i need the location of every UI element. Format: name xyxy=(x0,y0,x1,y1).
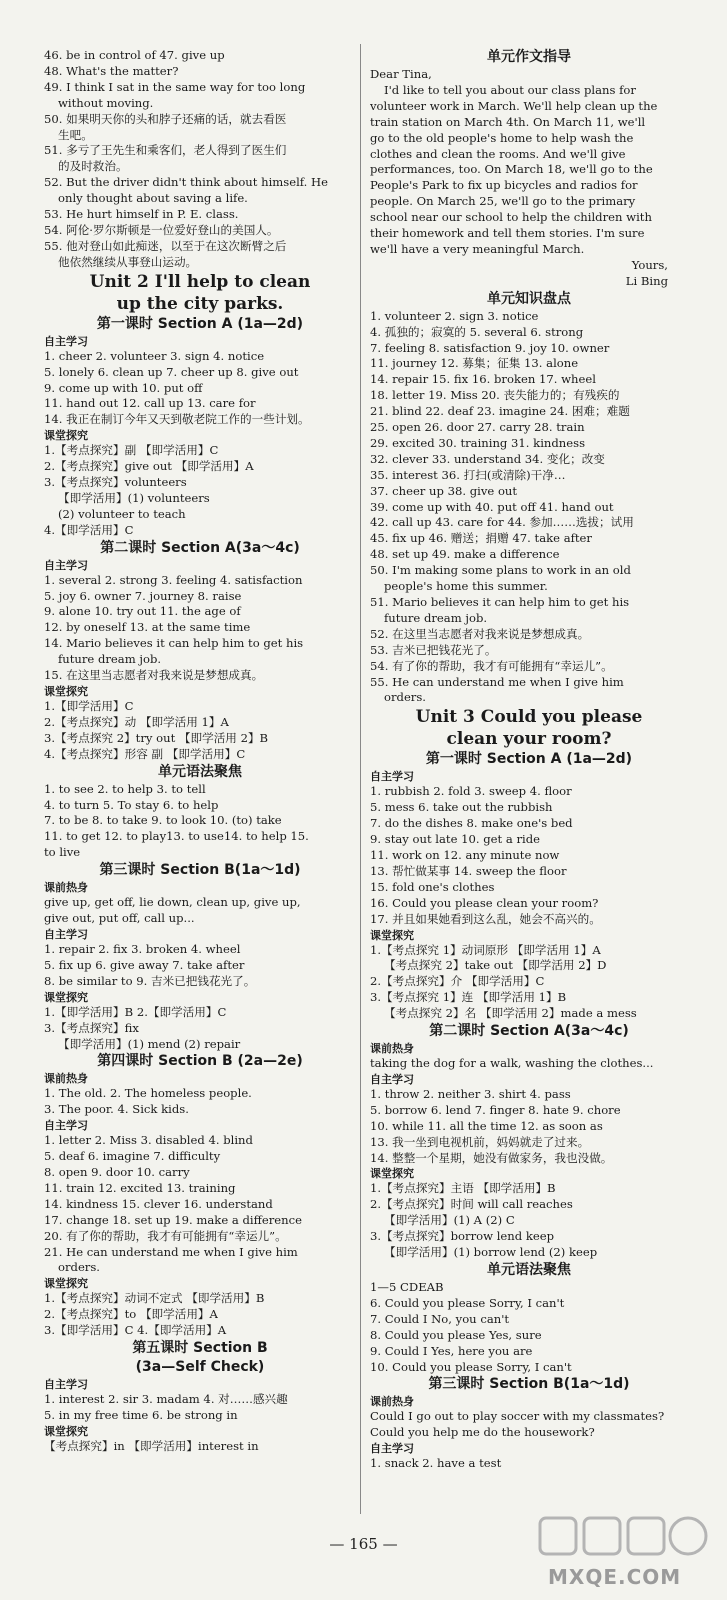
answer-line: without moving. xyxy=(58,95,154,110)
unit-title: Unit 3 Could you please xyxy=(415,707,643,728)
answer-line: 21. blind 22. deaf 23. imagine 24. 困难；难题 xyxy=(370,404,630,419)
lesson-heading: 第三课时 Section B(1a～1d) xyxy=(428,1376,630,1393)
answer-line: 3.【考点探究】fix xyxy=(44,1020,139,1035)
answer-line: 4.【即学活用】C xyxy=(44,522,134,537)
answer-line: 1. throw 2. neither 3. shirt 4. pass xyxy=(370,1086,571,1101)
subsection-label: 课堂探究 xyxy=(44,1424,88,1438)
answer-line: 54. 阿伦·罗尔斯顿是一位爱好登山的美国人。 xyxy=(44,222,279,237)
answer-line: 【即学活用】(1) borrow lend (2) keep xyxy=(384,1245,598,1260)
section-heading: 单元语法聚焦 xyxy=(158,763,242,780)
answer-line: 8. open 9. door 10. carry xyxy=(44,1165,190,1180)
subsection-label: 课堂探究 xyxy=(44,990,88,1004)
answer-line: 1. interest 2. sir 3. madam 4. 对……感兴趣 xyxy=(44,1392,288,1407)
answer-line: 25. open 26. door 27. carry 28. train xyxy=(370,420,585,435)
answer-line: 1. The old. 2. The homeless people. xyxy=(44,1086,252,1101)
answer-line: 5. fix up 6. give away 7. take after xyxy=(44,957,245,972)
subsection-label: 课前热身 xyxy=(44,881,88,895)
answer-line: 5. lonely 6. clean up 7. cheer up 8. give out xyxy=(44,364,299,379)
answer-line: volunteer work in March. We'll help clean up the xyxy=(370,98,658,113)
answer-line: 16. Could you please clean your room? xyxy=(370,895,599,910)
answer-line: 9. Could I Yes, here you are xyxy=(370,1343,533,1358)
answer-line: 14. 我正在制订今年又天到敬老院工作的一些计划。 xyxy=(44,412,310,427)
answer-line: 7. Could I No, you can't xyxy=(370,1311,510,1326)
lesson-heading: 第二课时 Section A(3a～4c) xyxy=(429,1023,629,1040)
lesson-heading: 第二课时 Section A(3a～4c) xyxy=(100,539,300,556)
answer-line: Could you help me do the housework? xyxy=(370,1425,595,1440)
answer-line: 55. He can understand me when I give him xyxy=(370,674,624,689)
subsection-label: 自主学习 xyxy=(370,1442,414,1456)
answer-line: 14. Mario believes it can help him to get his xyxy=(44,636,304,651)
answer-line: go to the old people's home to help wash the xyxy=(370,130,634,145)
section-heading: 单元作文指导 xyxy=(487,49,571,65)
answer-line: 10. Could you please Sorry, I can't xyxy=(370,1359,572,1374)
answer-line: 2.【考点探究】give out 【即学活用】A xyxy=(44,459,254,474)
lesson-heading: 第四课时 Section B (2a—2e) xyxy=(97,1053,303,1070)
answer-line: Could I go out to play soccer with my classmates? xyxy=(370,1409,665,1424)
answer-line: 8. be similar to 9. 吉米已把钱花光了。 xyxy=(44,973,256,988)
answer-line: 37. cheer up 38. give out xyxy=(370,483,518,498)
answer-line: orders. xyxy=(384,690,426,705)
answer-line: 【即学活用】(1) A (2) C xyxy=(384,1213,515,1228)
answer-line: 15. fold one's clothes xyxy=(370,879,495,894)
answer-line: 11. to get 12. to play13. to use14. to help 15. xyxy=(44,829,309,844)
answer-line: 21. He can understand me when I give him xyxy=(44,1244,298,1259)
answer-line: (2) volunteer to teach xyxy=(58,506,186,521)
subsection-label: 自主学习 xyxy=(44,558,88,572)
answer-line: 6. Could you please Sorry, I can't xyxy=(370,1295,565,1310)
answer-line: 10. while 11. all the time 12. as soon as xyxy=(370,1118,603,1133)
answer-line: 11. journey 12. 募集；征集 13. alone xyxy=(370,356,579,371)
answer-line: 50. 如果明天你的头和脖子还痛的话，就去看医 xyxy=(44,111,287,126)
answer-line: 20. 有了你的帮助，我才有可能拥有“幸运儿”。 xyxy=(44,1228,287,1243)
subsection-label: 课前热身 xyxy=(370,1042,414,1056)
answer-line: 他依然继续从事登山运动。 xyxy=(58,254,198,269)
left-column xyxy=(44,48,356,1455)
answer-line: give out, put off, call up... xyxy=(44,911,195,926)
answer-line: train station on March 4th. On March 11, we'll xyxy=(370,114,646,129)
answer-line: 42. call up 43. care for 44. 参加……选拔；试用 xyxy=(370,515,634,530)
answer-line: people. On March 25, we'll go to the primary xyxy=(370,194,636,209)
answer-line: 50. I'm making some plans to work in an old xyxy=(370,563,631,578)
answer-line: People's Park to fix up bicycles and radios for xyxy=(370,178,638,193)
answer-line: 1.【即学活用】B 2.【即学活用】C xyxy=(44,1004,227,1019)
lesson-heading: 第一课时 Section A (1a—2d) xyxy=(96,315,304,332)
answer-line: 2.【考点探究】介 【即学活用】C xyxy=(370,974,545,989)
answer-line: 2.【考点探究】to 【即学活用】A xyxy=(44,1307,218,1322)
page-number: — 165 — xyxy=(329,1535,398,1553)
subsection-label: 自主学习 xyxy=(370,1072,414,1086)
answer-line: 2.【考点探究】动 【即学活用 1】A xyxy=(44,714,229,729)
answer-line: 5. in my free time 6. be strong in xyxy=(44,1408,238,1422)
watermark-text: MXQE.COM xyxy=(548,1565,682,1589)
answer-line: 1. letter 2. Miss 3. disabled 4. blind xyxy=(44,1133,253,1148)
answer-line: 14. kindness 15. clever 16. understand xyxy=(44,1196,273,1211)
answer-line: 55. 他对登山如此痴迷，以至于在这次断臂之后 xyxy=(44,238,287,253)
answer-line: 1.【考点探究】主语 【即学活用】B xyxy=(370,1181,556,1196)
lesson-heading: 第五课时 Section B xyxy=(132,1340,268,1357)
answer-line: 4. 孤独的；寂寞的 5. several 6. strong xyxy=(370,324,584,339)
answer-line: 9. come up with 10. put off xyxy=(44,380,203,395)
answer-line: 1.【考点探究 1】动词原形 【即学活用 1】A xyxy=(370,942,601,957)
answer-line: 5. mess 6. take out the rubbish xyxy=(370,800,553,815)
right-column xyxy=(370,48,688,1472)
answer-line: 4. to turn 5. To stay 6. to help xyxy=(44,797,219,812)
answer-line: future dream job. xyxy=(384,610,488,625)
answer-line: 18. letter 19. Miss 20. 丧失能力的；有残疾的 xyxy=(370,388,620,403)
answer-line: 【即学活用】(1) mend (2) repair xyxy=(58,1036,241,1051)
answer-line: Dear Tina, xyxy=(370,67,432,81)
unit-title: Unit 2 I'll help to clean xyxy=(89,271,311,292)
answer-line: clothes and clean the rooms. And we'll give xyxy=(370,146,626,161)
answer-line: 48. What's the matter? xyxy=(44,63,179,78)
column-divider xyxy=(360,44,361,1514)
answer-line: 2.【考点探究】时间 will call reaches xyxy=(370,1197,573,1212)
answer-line: 1. cheer 2. volunteer 3. sign 4. notice xyxy=(44,348,265,363)
subsection-label: 课堂探究 xyxy=(44,1277,88,1291)
answer-line: 【即学活用】(1) volunteers xyxy=(58,490,210,505)
lesson-heading: 第一课时 Section A (1a—2d) xyxy=(425,751,633,768)
answer-line: only thought about saving a life. xyxy=(58,191,248,206)
answer-line: 46. be in control of 47. give up xyxy=(44,48,225,62)
answer-line: 49. I think I sat in the same way for too long xyxy=(44,79,306,94)
section-heading: 单元语法聚焦 xyxy=(487,1262,571,1278)
answer-line: I'd like to tell you about our class plans for xyxy=(384,82,636,97)
answer-line: 15. 在这里当志愿者对我来说是梦想成真。 xyxy=(44,668,264,683)
answer-line: orders. xyxy=(58,1260,100,1275)
answer-line: 生吧。 xyxy=(58,127,93,142)
answer-line: 52. 在这里当志愿者对我来说是梦想成真。 xyxy=(370,626,590,641)
answer-line: 48. set up 49. make a difference xyxy=(370,547,560,562)
answer-line: 1. several 2. strong 3. feeling 4. satisfaction xyxy=(44,572,303,587)
answer-line: 7. do the dishes 8. make one's bed xyxy=(370,816,573,831)
answer-line: their homework and tell them stories. I'm sure xyxy=(370,226,645,241)
answer-line: 8. Could you please Yes, sure xyxy=(370,1327,542,1342)
answer-line: 11. hand out 12. call up 13. care for xyxy=(44,396,256,411)
answer-line: 11. train 12. excited 13. training xyxy=(44,1180,236,1195)
unit-title: up the city parks. xyxy=(116,293,284,314)
answer-line: 5. joy 6. owner 7. journey 8. raise xyxy=(44,588,242,603)
answer-line: 3. The poor. 4. Sick kids. xyxy=(44,1102,189,1117)
answer-line: 12. by oneself 13. at the same time xyxy=(44,620,251,635)
subsection-label: 课前热身 xyxy=(44,1072,88,1086)
answer-line: 45. fix up 46. 赠送；捐赠 47. take after xyxy=(370,531,592,546)
subsection-label: 课堂探究 xyxy=(44,685,88,698)
answer-line: 1. volunteer 2. sign 3. notice xyxy=(370,308,539,323)
answer-line: 9. alone 10. try out 11. the age of xyxy=(44,604,241,619)
subsection-label: 自主学习 xyxy=(44,1378,88,1392)
answer-line: 39. come up with 40. put off 41. hand out xyxy=(370,499,614,514)
answer-line: 1.【即学活用】C xyxy=(44,699,134,713)
answer-line: 7. feeling 8. satisfaction 9. joy 10. owner xyxy=(370,340,610,355)
answer-line: 13. 帮忙做某事 14. sweep the floor xyxy=(370,863,567,878)
answer-line: 32. clever 33. understand 34. 变化；改变 xyxy=(370,451,605,466)
answer-line: performances, too. On March 18, we'll go to the xyxy=(370,162,653,177)
subsection-label: 课前热身 xyxy=(370,1395,414,1409)
answer-line: 5. deaf 6. imagine 7. difficulty xyxy=(44,1149,221,1164)
answer-line: 3.【考点探究 2】try out 【即学活用 2】B xyxy=(44,730,269,745)
answer-line: 【考点探究】in 【即学活用】interest in xyxy=(44,1438,259,1453)
answer-line: 35. interest 36. 打扫(或清除)干净… xyxy=(370,467,566,482)
answer-line: 52. But the driver didn't think about himself. He xyxy=(44,175,329,190)
answer-line: Li Bing xyxy=(625,273,668,288)
answer-line: 1. repair 2. fix 3. broken 4. wheel xyxy=(44,941,241,956)
answer-line: 17. 并且如果她看到这么乱，她会不高兴的。 xyxy=(370,911,601,926)
answer-line: 14. 整整一个星期，她没有做家务，我也没做。 xyxy=(370,1150,613,1165)
answer-line: to live xyxy=(44,845,81,860)
answer-line: 1.【考点探究】副 【即学活用】C xyxy=(44,443,219,458)
answer-line: 3.【考点探究 1】连 【即学活用 1】B xyxy=(370,990,567,1005)
answer-line: taking the dog for a walk, washing the clothes... xyxy=(370,1056,654,1071)
answer-line: 7. to be 8. to take 9. to look 10. (to) take xyxy=(44,813,282,828)
answer-line: 【考点探究 2】take out 【即学活用 2】D xyxy=(384,958,607,973)
answer-line: 1. rubbish 2. fold 3. sweep 4. floor xyxy=(370,784,572,799)
answer-line: 1. to see 2. to help 3. to tell xyxy=(44,781,206,796)
subsection-label: 自主学习 xyxy=(44,1119,88,1133)
answer-line: 的及时救治。 xyxy=(58,159,128,174)
subsection-label: 自主学习 xyxy=(44,927,88,941)
subsection-label: 课堂探究 xyxy=(370,928,414,942)
answer-line: 5. borrow 6. lend 7. finger 8. hate 9. chore xyxy=(370,1102,621,1117)
answer-line: Yours, xyxy=(631,257,668,272)
subsection-label: 课堂探究 xyxy=(44,429,88,443)
answer-line: future dream job. xyxy=(58,652,162,667)
answer-line: 11. work on 12. any minute now xyxy=(370,847,560,862)
lesson-heading: 第三课时 Section B(1a～1d) xyxy=(99,862,301,879)
unit-title: clean your room? xyxy=(446,729,612,750)
answer-line: 3.【考点探究】volunteers xyxy=(44,475,187,490)
subsection-label: 课堂探究 xyxy=(370,1167,414,1181)
answer-line: people's home this summer. xyxy=(384,579,548,594)
answer-line: 9. stay out late 10. get a ride xyxy=(370,832,541,847)
answer-line: 29. excited 30. training 31. kindness xyxy=(370,435,586,450)
answer-line: 1.【考点探究】动词不定式 【即学活用】B xyxy=(44,1291,265,1306)
answer-line: 3.【考点探究】borrow lend keep xyxy=(370,1229,555,1244)
subsection-label: 自主学习 xyxy=(44,334,88,348)
lesson-heading: (3a—Self Check) xyxy=(135,1359,265,1376)
answer-line: 14. repair 15. fix 16. broken 17. wheel xyxy=(370,372,596,387)
subsection-label: 自主学习 xyxy=(370,770,414,784)
section-heading: 单元知识盘点 xyxy=(487,290,571,307)
answer-line: we'll have a very meaningful March. xyxy=(370,241,585,256)
answer-line: 3.【即学活用】C 4.【即学活用】A xyxy=(44,1323,227,1338)
answer-line: 1—5 CDEAB xyxy=(370,1280,444,1294)
answer-line: 51. Mario believes it can help him to get his xyxy=(370,595,630,609)
answer-line: school near our school to help the children with xyxy=(370,210,652,225)
answer-line: 4.【考点探究】形容 副 【即学活用】C xyxy=(44,746,246,761)
answer-line: 17. change 18. set up 19. make a difference xyxy=(44,1212,302,1227)
answer-line: 1. snack 2. have a test xyxy=(370,1456,502,1471)
answer-line: 51. 多亏了王先生和乘客们，老人得到了医生们 xyxy=(44,143,287,158)
answer-line: give up, get off, lie down, clean up, give up, xyxy=(44,895,301,910)
answer-line: 53. He hurt himself in P. E. class. xyxy=(44,207,239,222)
answer-line: 13. 我一坐到电视机前，妈妈就走了过来。 xyxy=(370,1134,590,1149)
answer-line: 【考点探究 2】名 【即学活用 2】made a mess xyxy=(384,1006,637,1021)
answer-line: 53. 吉米已把钱花光了。 xyxy=(370,642,497,657)
answer-line: 54. 有了你的帮助，我才有可能拥有“幸运儿”。 xyxy=(370,658,613,673)
